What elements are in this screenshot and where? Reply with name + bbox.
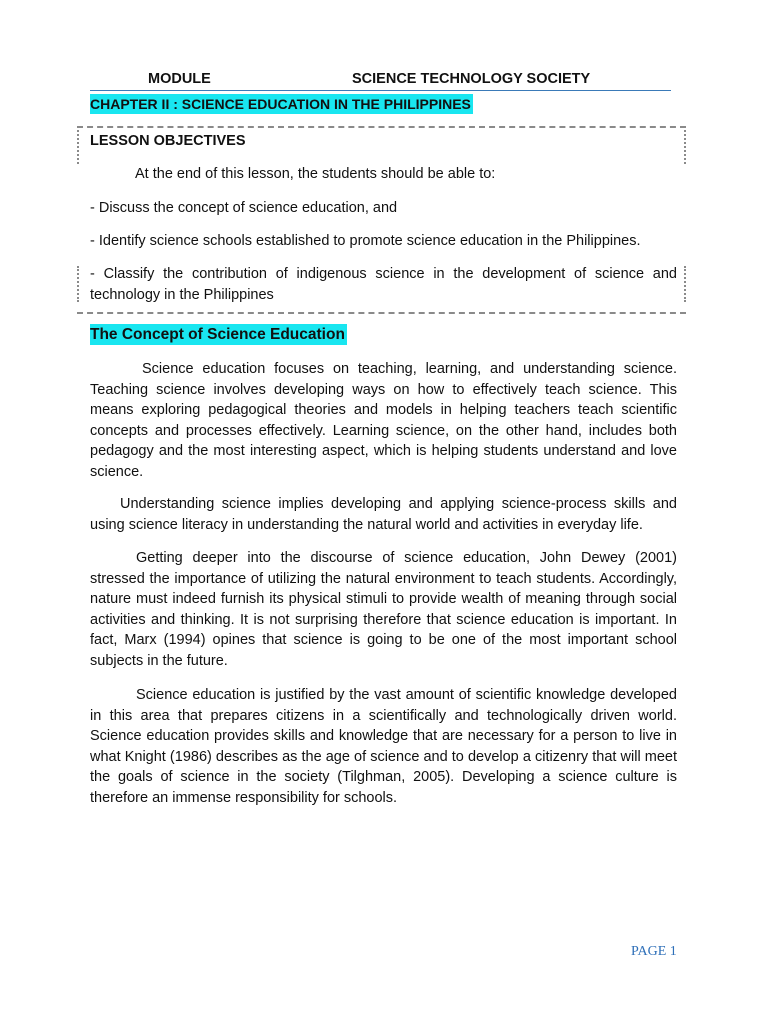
body-paragraph: Getting deeper into the discourse of science education, John Dewey (2001) stressed the importance of utilizing the natural environment to teach students. Accordingly, nature must indeed furnish its physical stimuli to provide wealth of meaning through social activities and thinking. It is not surprising therefore that science education is important. In fact, Marx (1994) opines that science is going to be one of the most important school subjects in the future. xyxy=(90,550,677,669)
module-label: MODULE xyxy=(148,71,211,87)
module-header xyxy=(90,70,671,91)
objectives-border-mark xyxy=(77,266,85,302)
objectives-border-mark xyxy=(77,130,85,164)
course-title: SCIENCE TECHNOLOGY SOCIETY xyxy=(352,71,591,87)
body-paragraph: Science education focuses on teaching, learning, and understanding science. Teaching science involves developing ways on how to effectively teach science. This means exploring pedagogical theories and models in helping teachers teach scientific concepts and processes effectively. Learning science, on the other hand, includes both pedagogy and the most interesting aspect, which is helping students understand and love science. xyxy=(90,361,677,480)
objective-item: - Classify the contribution of indigenous science in the development of science and technology in the Philippines xyxy=(90,266,677,303)
section-title: The Concept of Science Education xyxy=(90,326,345,343)
objective-item: - Discuss the concept of science education, and xyxy=(90,200,398,216)
chapter-title: CHAPTER II : SCIENCE EDUCATION IN THE PHILIPPINES xyxy=(90,96,471,112)
objectives-heading: LESSON OBJECTIVES xyxy=(90,133,246,149)
body-paragraph: Science education is justified by the vast amount of scientific knowledge developed in this area that prepares citizens in a scientifically and technologically driven world. Science education provides skills and knowledge that are necessary for a person to live in what Knight (1986) describes as the age of science and to develop a citizenry that will meet the goals of science in the society (Tilghman, 2005). Developing a science culture is therefore an immense responsibility for schools. xyxy=(90,687,677,806)
objectives-border-mark xyxy=(684,130,692,164)
objectives-intro: At the end of this lesson, the students should be able to: xyxy=(135,166,496,182)
objective-item: - Identify science schools established to promote science education in the Philippines. xyxy=(90,233,641,249)
page-number: PAGE 1 xyxy=(631,944,677,959)
objectives-border-mark xyxy=(684,266,692,302)
body-paragraph: Understanding science implies developing and applying science-process skills and using science literacy in understanding the natural world and activities in everyday life. xyxy=(90,496,677,533)
